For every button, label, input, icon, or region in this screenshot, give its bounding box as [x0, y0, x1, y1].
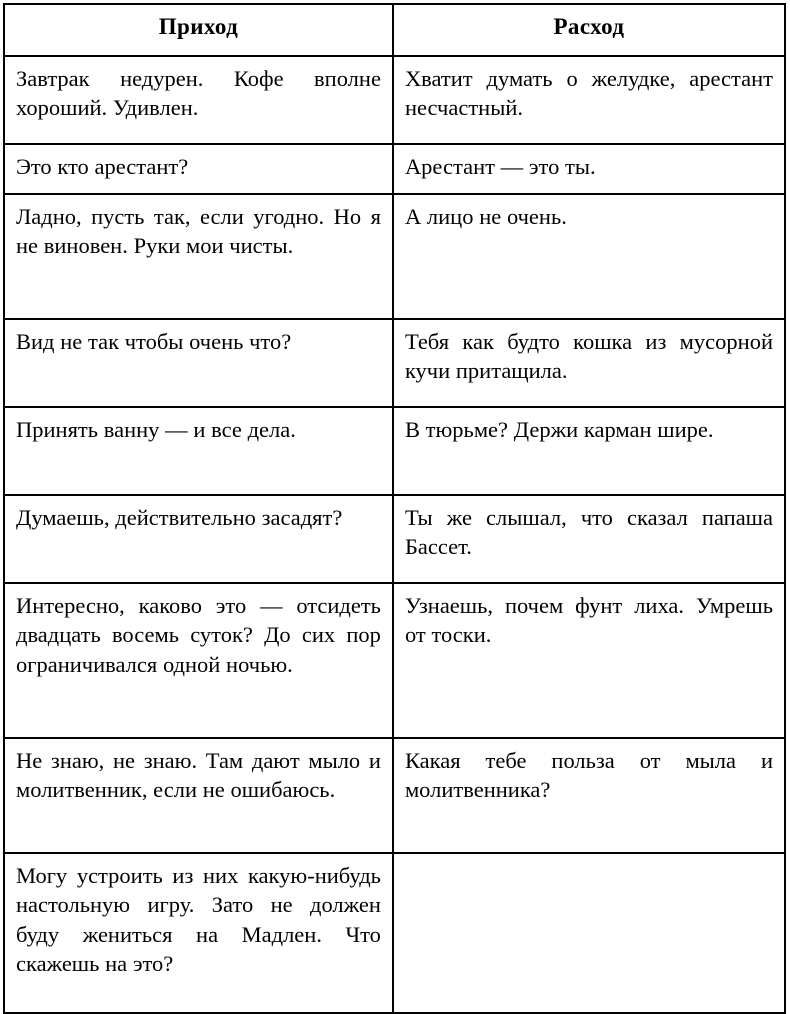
table-row: [4, 56, 785, 144]
entry-text: Какая тебе польза от мыла и молитвенника?: [404, 748, 773, 803]
cell-income: [4, 144, 393, 194]
column-header-expense: Расход: [393, 4, 785, 56]
ledger-table: [3, 3, 786, 1014]
cell-expense: [393, 56, 785, 144]
table-body: [4, 56, 785, 1013]
entry-text: Узнаешь, почем фунт лиха. Умрешь от тоски.: [404, 593, 773, 648]
entry-text: Думаешь, действительно засадят?: [16, 505, 343, 530]
entry-text: А лицо не очень.: [404, 204, 567, 229]
entry-text: Хватит думать о желудке, арестант несчастный.: [404, 66, 773, 121]
entry-text: Тебя как будто кошка из мусорной кучи притащила.: [404, 329, 773, 384]
cell-expense: [393, 583, 785, 738]
cell-expense: [393, 194, 785, 319]
table-row: [4, 495, 785, 583]
entry-text: Арестант — это ты.: [404, 154, 596, 179]
table-row: [4, 853, 785, 1013]
table-row: [4, 194, 785, 319]
entry-text: В тюрьме? Держи карман шире.: [404, 417, 714, 442]
table-header: [4, 4, 785, 56]
cell-expense: [393, 853, 785, 1013]
table-row: [4, 144, 785, 194]
cell-income: [4, 853, 393, 1013]
cell-expense: [393, 738, 785, 853]
entry-text: Могу устроить из них какую-нибудь настольную игру. Зато не должен буду жениться на Мадлен. Что скажешь на это?: [16, 863, 381, 976]
cell-income: [4, 495, 393, 583]
table-row: [4, 319, 785, 407]
cell-expense: [393, 144, 785, 194]
header-row: [4, 4, 785, 56]
entry-text: [405, 861, 773, 862]
entry-text: Ты же слышал, что сказал папаша Бассет.: [404, 505, 773, 560]
cell-income: [4, 583, 393, 738]
entry-text: Принять ванну — и все дела.: [16, 417, 296, 442]
table-row: [4, 407, 785, 495]
entry-text: Завтрак недурен. Кофе вполне хороший. Удивлен.: [16, 66, 381, 121]
cell-income: [4, 319, 393, 407]
cell-expense: [393, 495, 785, 583]
cell-expense: [393, 407, 785, 495]
table-row: [4, 738, 785, 853]
entry-text: Ладно, пусть так, если угодно. Но я не виновен. Руки мои чисты.: [16, 204, 381, 259]
table-row: [4, 583, 785, 738]
column-header-income: Приход: [4, 4, 393, 56]
entry-text: Не знаю, не знаю. Там дают мыло и молитвенник, если не ошибаюсь.: [16, 748, 381, 803]
cell-income: [4, 56, 393, 144]
entry-text: Интересно, каково это — отсидеть двадцать восемь суток? До сих пор ограничивался одной ночью.: [16, 593, 381, 677]
entry-text: Вид не так чтобы очень что?: [16, 329, 292, 354]
cell-income: [4, 407, 393, 495]
cell-expense: [393, 319, 785, 407]
cell-income: [4, 738, 393, 853]
entry-text: Это кто арестант?: [16, 154, 189, 179]
cell-income: [4, 194, 393, 319]
